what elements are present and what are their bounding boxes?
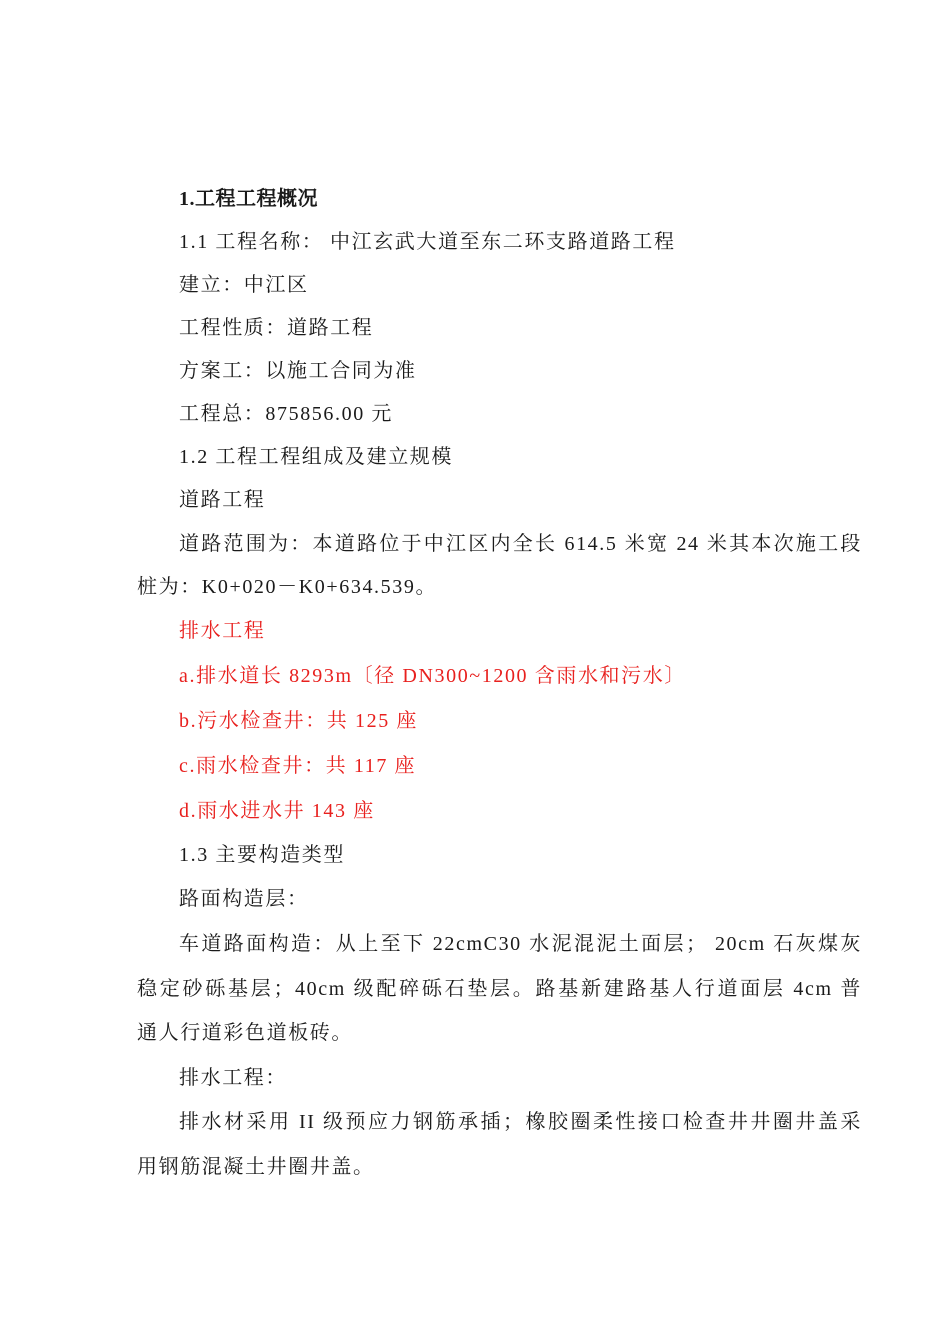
drainage-paragraph-line2: 用钢筋混凝土井圈井盖。 bbox=[137, 1156, 375, 1178]
pavement-paragraph-line3: 通人行道彩色道板砖。 bbox=[137, 1022, 353, 1044]
schedule-line: 方案工：以施工合同为准 bbox=[179, 360, 417, 382]
composition-heading: 1.2 工程工程组成及建立规模 bbox=[179, 446, 453, 468]
pavement-paragraph-line1: 车道路面构造：从上至下 22cmC30 水泥混泥土面层； 20cm 石灰煤灰 bbox=[179, 933, 862, 955]
project-nature-line: 工程性质：道路工程 bbox=[179, 317, 374, 339]
pavement-layers-label: 路面构造层： bbox=[179, 888, 309, 910]
drainage-item-a: a.排水道长 8293m〔径 DN300~1200 含雨水和污水〕 bbox=[179, 665, 686, 687]
drainage-item-b: b.污水检查井：共 125 座 bbox=[179, 710, 418, 732]
drainage-item-c: c.雨水检查井：共 117 座 bbox=[179, 755, 417, 777]
road-works-label: 道路工程 bbox=[179, 489, 266, 511]
section-heading: 1.工程工程概况 bbox=[179, 188, 318, 210]
pavement-paragraph-line2: 稳定砂砾基层；40cm 级配碎砾石垫层。路基新建路基人行道面层 4cm 普 bbox=[137, 978, 862, 1000]
road-scope-paragraph-line2: 桩为：K0+020－K0+634.539。 bbox=[137, 576, 438, 598]
project-name-line: 1.1 工程名称： 中江玄武大道至东二环支路道路工程 bbox=[179, 231, 676, 253]
drainage-structure-label: 排水工程： bbox=[179, 1067, 287, 1089]
structure-types-heading: 1.3 主要构造类型 bbox=[179, 844, 345, 866]
drainage-paragraph-line1: 排水材采用 II 级预应力钢筋承插；橡胶圈柔性接口检查井井圈井盖采 bbox=[179, 1111, 862, 1133]
total-cost-line: 工程总：875856.00 元 bbox=[179, 403, 393, 425]
builder-line: 建立：中江区 bbox=[179, 274, 309, 296]
drainage-title: 排水工程 bbox=[179, 620, 266, 642]
drainage-item-d: d.雨水进水井 143 座 bbox=[179, 800, 375, 822]
road-scope-paragraph-line1: 道路范围为：本道路位于中江区内全长 614.5 米宽 24 米其本次施工段 bbox=[179, 533, 862, 555]
